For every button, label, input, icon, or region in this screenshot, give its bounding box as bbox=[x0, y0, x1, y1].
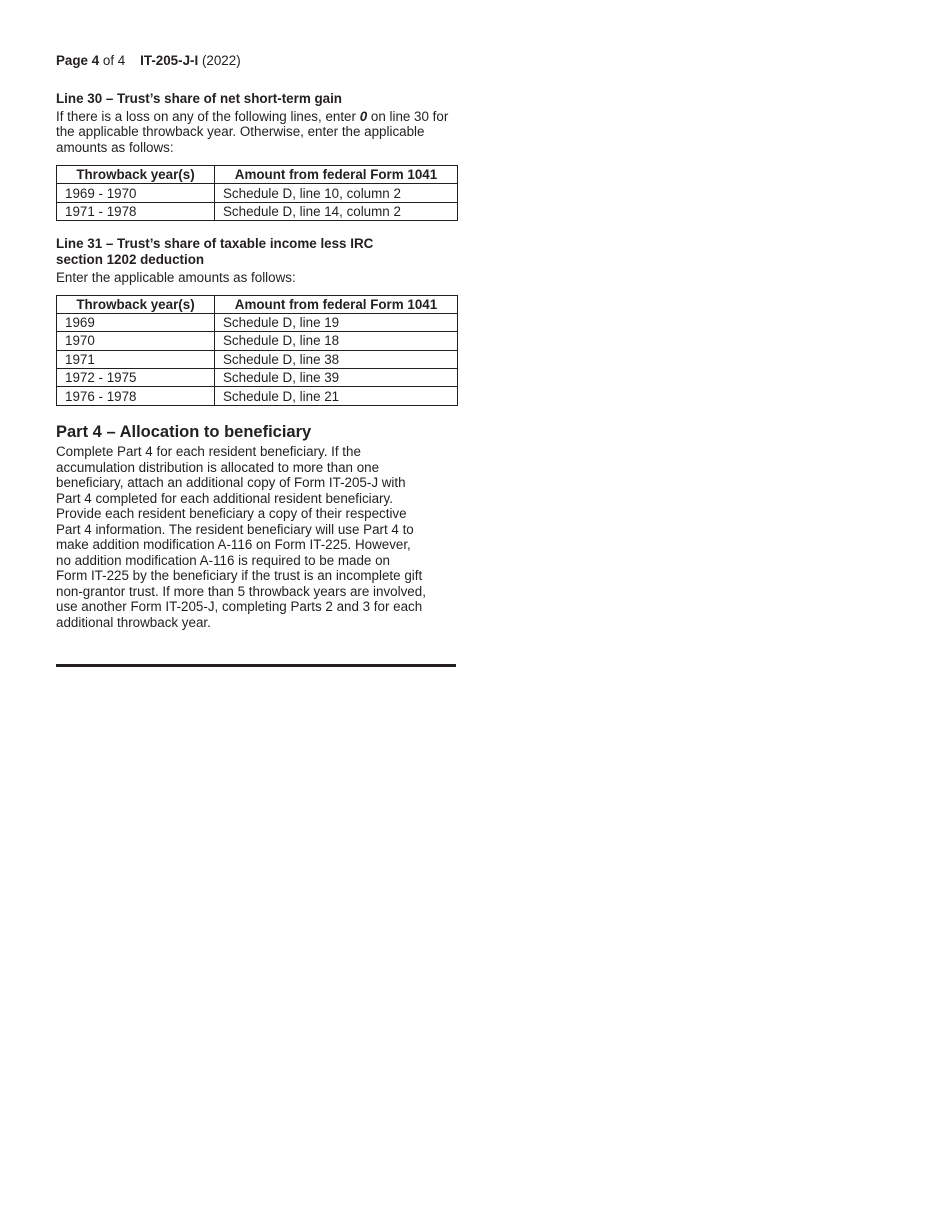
page-total: of 4 bbox=[102, 53, 126, 68]
cell-amount: Schedule D, line 19 bbox=[215, 313, 458, 331]
part4-line: Part 4 information. The resident beneficiary will use Part 4 to bbox=[56, 521, 414, 537]
part4-line: Complete Part 4 for each resident beneficiary. If the bbox=[56, 444, 361, 459]
part4-line: beneficiary, attach an additional copy of Form IT-205-J with bbox=[56, 475, 406, 490]
cell-amount: Schedule D, line 39 bbox=[215, 369, 458, 387]
cell-amount: Schedule D, line 38 bbox=[215, 350, 458, 368]
part4-line: Provide each resident beneficiary a copy of their respective bbox=[56, 506, 407, 521]
page-header bbox=[56, 53, 241, 68]
col-header-amount: Amount from federal Form 1041 bbox=[215, 166, 458, 184]
line31-title-line2: section 1202 deduction bbox=[56, 251, 205, 267]
cell-year: 1970 bbox=[57, 332, 215, 350]
line31-table bbox=[56, 295, 458, 406]
part4-line: Form IT-225 by the beneficiary if the trust is an incomplete gift bbox=[56, 568, 423, 583]
table-row bbox=[57, 313, 458, 331]
part4-line: no addition modification A-116 is required to be made on bbox=[56, 552, 390, 568]
line31-title-line1: Line 31 – Trust’s share of taxable income less IRC bbox=[56, 236, 374, 251]
cell-amount: Schedule D, line 21 bbox=[215, 387, 458, 405]
table-row bbox=[57, 350, 458, 368]
page-number: Page 4 bbox=[56, 53, 100, 68]
cell-year: 1972 - 1975 bbox=[57, 369, 215, 387]
part4-paragraph bbox=[56, 444, 457, 630]
line30-para-part1: If there is a loss on any of the following lines, enter bbox=[56, 108, 360, 124]
part4-title: Part 4 – Allocation to beneficiary bbox=[56, 423, 312, 441]
line30-para-part2: on line 30 for the applicable throwback year. Otherwise, enter the applicable amounts as follows: bbox=[56, 108, 449, 155]
cell-year: 1971 bbox=[57, 350, 215, 368]
table-row bbox=[57, 332, 458, 350]
cell-year: 1969 - 1970 bbox=[57, 184, 215, 202]
table-header-row bbox=[57, 295, 458, 313]
section-divider bbox=[56, 664, 456, 667]
col-header-year: Throwback year(s) bbox=[57, 295, 215, 313]
cell-year: 1969 bbox=[57, 313, 215, 331]
form-year: (2022) bbox=[201, 53, 241, 68]
part4-line: accumulation distribution is allocated to more than one bbox=[56, 459, 380, 475]
cell-amount: Schedule D, line 18 bbox=[215, 332, 458, 350]
col-header-amount: Amount from federal Form 1041 bbox=[215, 295, 458, 313]
line30-table bbox=[56, 165, 458, 221]
line30-title: Line 30 – Trust’s share of net short-term gain bbox=[56, 91, 342, 106]
cell-amount: Schedule D, line 10, column 2 bbox=[215, 184, 458, 202]
cell-amount: Schedule D, line 14, column 2 bbox=[215, 202, 458, 220]
table-row bbox=[57, 369, 458, 387]
part4-section bbox=[56, 423, 457, 630]
cell-year: 1976 - 1978 bbox=[57, 387, 215, 405]
table-row bbox=[57, 184, 458, 202]
part4-line: additional throwback year. bbox=[56, 614, 211, 630]
part4-line: make addition modification A-116 on Form IT-225. However, bbox=[56, 537, 411, 552]
table-header-row bbox=[57, 166, 458, 184]
part4-line: use another Form IT-205-J, completing Parts 2 and 3 for each bbox=[56, 599, 423, 614]
table-row bbox=[57, 387, 458, 405]
cell-year: 1971 - 1978 bbox=[57, 202, 215, 220]
col-header-year: Throwback year(s) bbox=[57, 166, 215, 184]
line30-paragraph bbox=[56, 109, 457, 156]
line30-section bbox=[56, 91, 457, 221]
line30-zero: 0 bbox=[359, 108, 368, 124]
part4-line: Part 4 completed for each additional resident beneficiary. bbox=[56, 490, 393, 506]
form-id: IT-205-J-I bbox=[140, 53, 199, 68]
part4-line: non-grantor trust. If more than 5 throwback years are involved, bbox=[56, 583, 426, 599]
line31-section bbox=[56, 236, 457, 406]
table-row bbox=[57, 202, 458, 220]
line31-paragraph: Enter the applicable amounts as follows: bbox=[56, 270, 296, 285]
